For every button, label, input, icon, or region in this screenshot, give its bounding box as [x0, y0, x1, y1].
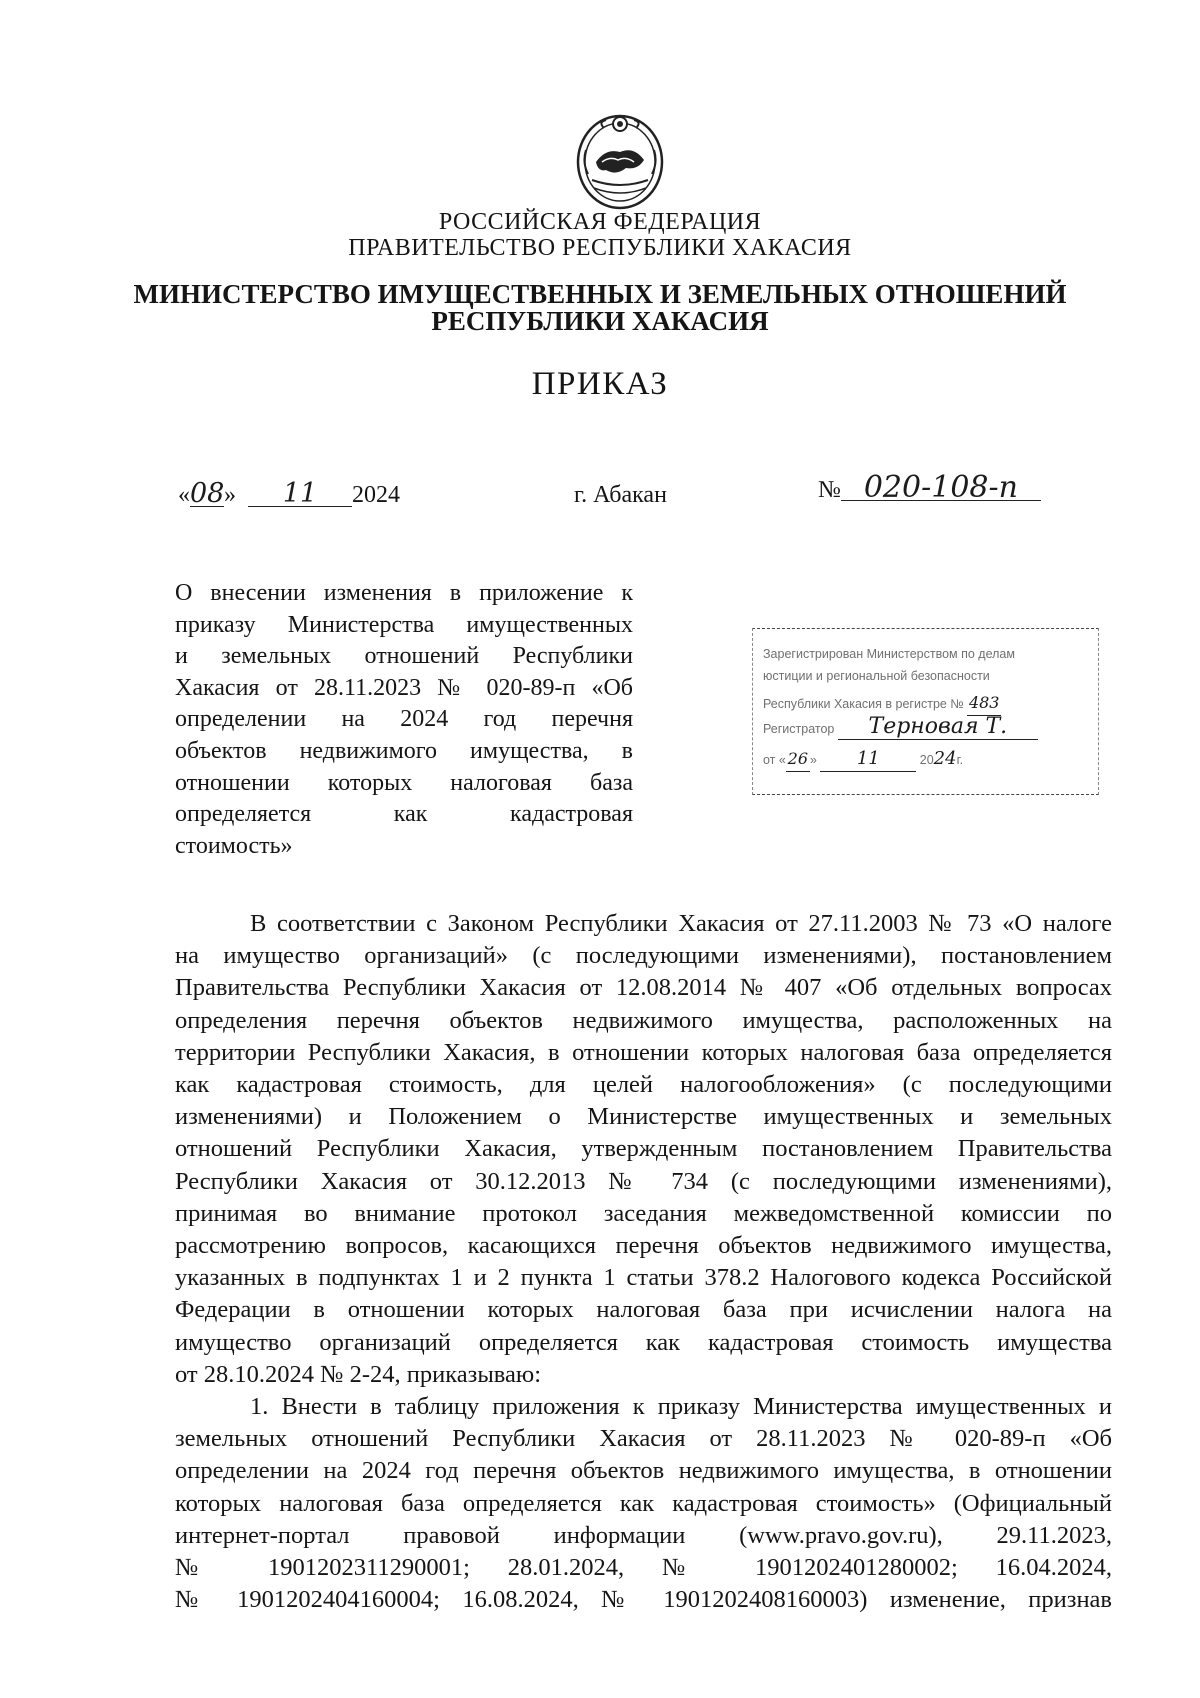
- body-line: указанных в подпунктах 1 и 2 пункта 1 статьи 378.2 Налогового кодекса Российской: [175, 1264, 1112, 1292]
- body-line: рассмотрению вопросов, касающихся перечня объектов недвижимого имущества,: [175, 1232, 1112, 1260]
- order-city: г. Абакан: [574, 482, 667, 508]
- date-day: 08: [190, 478, 225, 509]
- body-line: которых налоговая база определяется как кадастровая стоимость» (Официальный: [175, 1489, 1112, 1517]
- body-line: земельных отношений Республики Хакасия от 28.11.2023 № 020-89-п «Об: [175, 1425, 1112, 1453]
- body-line: Правительства Республики Хакасия от 12.08.2014 № 407 «Об отдельных вопросах: [175, 974, 1112, 1002]
- body-line: территории Республики Хакасия, в отношении которых налоговая база определяется: [175, 1038, 1112, 1066]
- body-line: определении на 2024 год перечня объектов недвижимого имущества, в отношении: [175, 1457, 1112, 1485]
- registration-month: 11: [820, 747, 916, 772]
- body-line: интернет-портал правовой информации (www.pravo.gov.ru), 29.11.2023,: [175, 1521, 1112, 1549]
- body-line: принимая во внимание протокол заседания межведомственной комиссии по: [175, 1199, 1112, 1227]
- body-line: имущество организаций определяется как кадастровая стоимость имущества: [175, 1328, 1112, 1356]
- body-line: изменениями) и Положением о Министерстве имущественных и земельных: [175, 1103, 1112, 1131]
- body-line: отношений Республики Хакасия, утвержденным постановлением Правительства: [175, 1135, 1112, 1163]
- body-line: В соответствии с Законом Республики Хакасия от 27.11.2003 № 73 «О налоге: [250, 910, 1112, 937]
- body-line: Республики Хакасия от 30.12.2013 № 734 (с последующими изменениями),: [175, 1167, 1112, 1195]
- body-line: 1. Внести в таблицу приложения к приказу Министерства имущественных и: [250, 1393, 1112, 1421]
- body-line: от 28.10.2024 № 2-24, приказываю:: [175, 1360, 542, 1388]
- date-year: 2024: [352, 482, 400, 508]
- body-line: Федерации в отношении которых налоговая база при исчислении налога на: [175, 1296, 1112, 1324]
- body-line: № 1901202311290001; 28.01.2024, № 1901202401280002; 16.04.2024,: [175, 1554, 1112, 1582]
- registration-year: 24: [933, 748, 957, 769]
- government-name: ПРАВИТЕЛЬСТВО РЕСПУБЛИКИ ХАКАСИЯ: [348, 235, 852, 261]
- order-body: [175, 908, 1112, 1616]
- registry-number: 483: [967, 691, 1001, 716]
- body-line: определения перечня объектов недвижимого имущества, расположенных на: [175, 1006, 1112, 1034]
- registration-stamp: Зарегистрирован Министерством по делам юстиции и региональной безопасности Республики Хакасия в регистре № 483 Регистратор Терновая Т. от « 26 » 11 2024г.: [752, 628, 1099, 795]
- coat-of-arms-khakassia-icon: [574, 110, 666, 210]
- body-line: на имущество организаций» (с последующими изменениями), постановлением: [175, 942, 1112, 970]
- ministry-name-line2: РЕСПУБЛИКИ ХАКАСИЯ: [431, 306, 769, 336]
- country-name: РОССИЙСКАЯ ФЕДЕРАЦИЯ: [438, 209, 762, 235]
- registrar-signature: Терновая Т.: [838, 715, 1038, 740]
- order-number-value: 020-108-п: [841, 476, 1041, 501]
- order-date: «08» 11 2024: [178, 478, 400, 509]
- registration-day: 26: [786, 747, 810, 772]
- body-line: № 1901202404160004; 16.08.2024, № 1901202408160003) изменение, признав: [175, 1586, 1112, 1614]
- document-type-title: ПРИКАЗ: [531, 366, 669, 402]
- order-subject: О внесении изменения в приложение к приказу Министерства имущественных и земельных отношений Республики Хакасия от 28.11.2023 № 020-89-п «Об определении на 2024 год перечня объектов недвижимого имущества, в отношении которых налоговая база определяется как кадастровая стоимость»: [175, 580, 633, 859]
- ministry-name-line1: МИНИСТЕРСТВО ИМУЩЕСТВЕННЫХ И ЗЕМЕЛЬНЫХ ОТНОШЕНИЙ: [133, 279, 1067, 309]
- body-line: как кадастровая стоимость, для целей налогообложения» (с последующими: [175, 1071, 1112, 1099]
- order-number: № 020-108-п: [818, 476, 1041, 504]
- date-month: 11: [248, 482, 352, 507]
